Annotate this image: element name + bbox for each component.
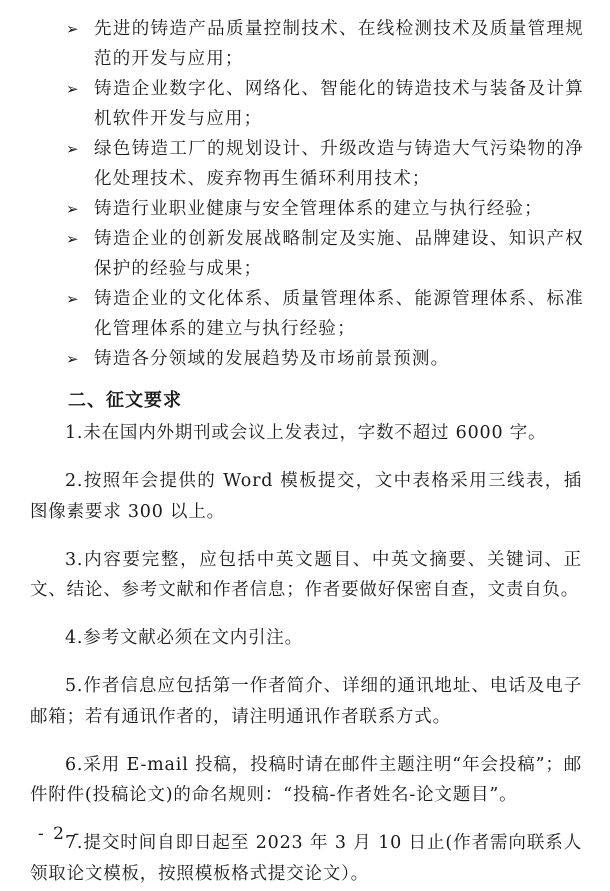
bullet-text: 铸造各分领域的发展趋势及市场前景预测。 [94,349,450,369]
bullet-item [64,14,584,74]
requirements-list [30,418,582,891]
section-heading: 二、征文要求 [68,390,182,411]
bullet-text: 铸造企业数字化、网络化、智能化的铸造技术与装备及计算机软件开发与应用； [94,79,584,129]
arrow-icon: ➢ [66,80,80,98]
bullet-item [64,74,584,134]
bullet-item [64,194,584,224]
requirement-item: 5.作者信息应包括第一作者简介、详细的通讯地址、电话及电子邮箱；若有通讯作者的，请注明通讯作者联系方式。 [30,676,582,727]
requirement-item: 2.按照年会提供的 Word 模板提交，文中表格采用三线表，插图像素要求 300 以上。 [30,471,582,522]
bullet-text: 铸造行业职业健康与安全管理体系的建立与执行经验； [94,199,543,219]
requirement-item: 7.提交时间自即日起至 2023 年 3 月 10 日止(作者需向联系人领取论文模板，按照模板格式提交论文）。 [30,833,582,884]
bullet-text: 绿色铸造工厂的规划设计、升级改造与铸造大气污染物的净化处理技术、废弃物再生循环利用技术； [94,139,584,189]
topic-bullet-list [64,14,584,374]
bullet-text: 铸造企业的创新发展战略制定及实施、品牌建设、知识产权保护的经验与成果； [94,229,584,279]
bullet-item [64,284,584,344]
arrow-icon: ➢ [66,20,80,38]
requirement-item: 1.未在国内外期刊或会议上发表过，字数不超过 6000 字。 [65,423,547,443]
bullet-item [64,134,584,194]
arrow-icon: ➢ [66,140,80,158]
page-number: - 2 - [38,824,82,844]
arrow-icon: ➢ [66,290,80,308]
requirement-item: 4.参考文献必须在文内引注。 [65,628,303,648]
arrow-icon: ➢ [66,350,80,368]
bullet-text: 铸造企业的文化体系、质量管理体系、能源管理体系、标准化管理体系的建立与执行经验； [94,289,584,339]
requirement-item: 3.内容要完整，应包括中英文题目、中英文摘要、关键词、正文、结论、参考文献和作者信息；作者要做好保密自查，文责自负。 [30,549,582,600]
arrow-icon: ➢ [66,200,80,218]
bullet-item [64,344,584,374]
bullet-item [64,224,584,284]
requirement-item: 6.采用 E-mail 投稿，投稿时请在邮件主题注明“年会投稿”；邮件附件(投稿论文)的命名规则：“投稿-作者姓名-论文题目”。 [30,754,582,805]
arrow-icon: ➢ [66,230,80,248]
bullet-text: 先进的铸造产品质量控制技术、在线检测技术及质量管理规范的开发与应用； [94,19,584,69]
